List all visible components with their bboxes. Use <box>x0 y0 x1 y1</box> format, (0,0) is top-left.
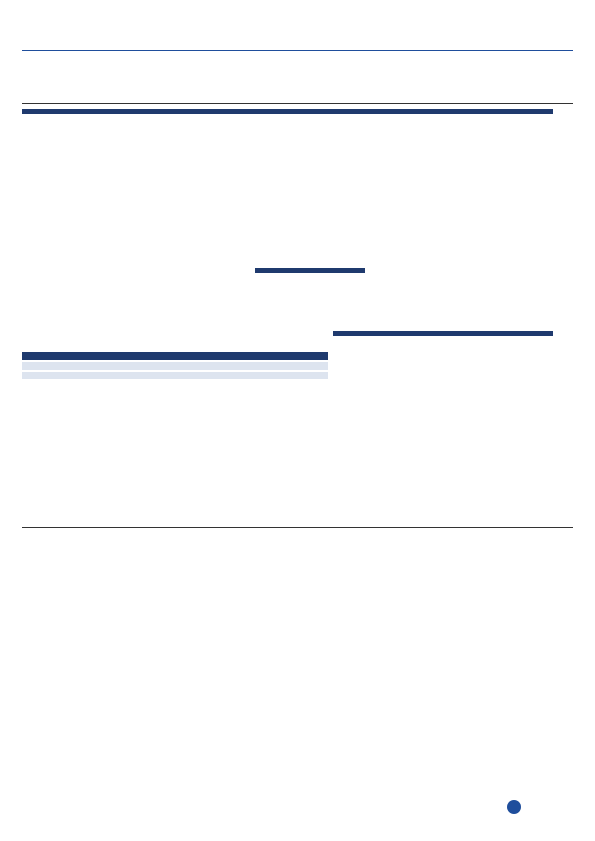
company-name <box>22 331 328 338</box>
financial-summary <box>22 331 328 379</box>
header-divider <box>22 50 573 51</box>
fiscal-year-header <box>22 352 328 360</box>
balance-sheet-title <box>333 331 553 336</box>
logo-icon <box>507 800 521 814</box>
source-divider <box>22 527 573 528</box>
haitong-logo <box>507 800 524 814</box>
summary-title <box>22 338 328 345</box>
dcf-assumptions-label <box>22 109 133 114</box>
income-statement-title <box>22 362 328 370</box>
sensitivity-title <box>255 268 365 273</box>
units-label <box>22 345 328 352</box>
sensitivity-table <box>255 268 365 273</box>
dcf-model-table <box>22 105 553 122</box>
balance-sheet <box>333 331 553 336</box>
title-divider <box>22 103 573 104</box>
cashflow-statement-title <box>22 372 328 380</box>
